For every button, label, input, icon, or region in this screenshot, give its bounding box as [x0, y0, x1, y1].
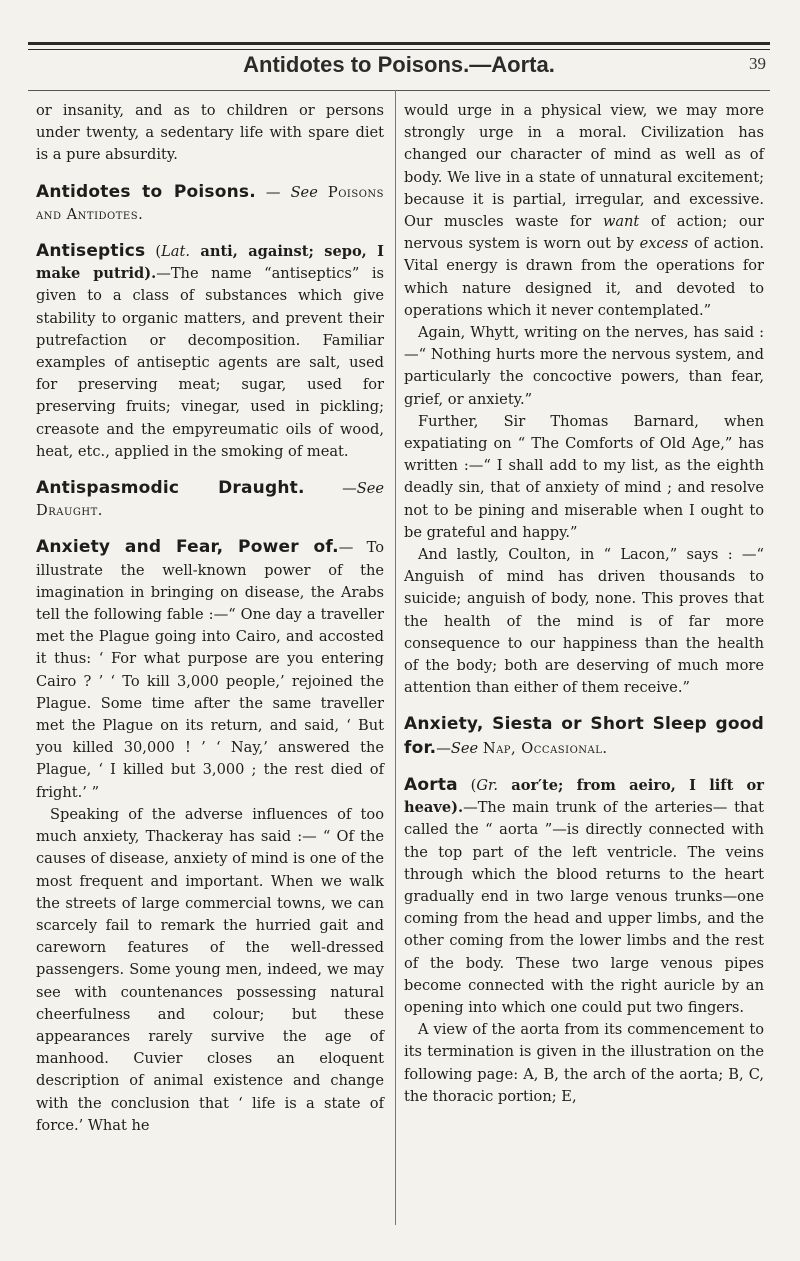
column-divider [395, 90, 396, 1225]
entry-antispasmodic: Antispasmodic Draught. —See Draught. [36, 478, 384, 520]
page-number: 39 [749, 54, 766, 73]
entry-body: —The name “antiseptics” is given to a class of substances which give stability to organic matters, and prevent their putrefaction or decomposition. Familiar examples of antiseptic agents are salt, used for preserving meat; sugar, used for preserving fruits; vinegar, used in pickling; creasote and the empyreumatic oils of wood, heat, etc., applied in the smoking of meat. [36, 265, 385, 460]
header-bottom-rule [28, 90, 770, 91]
etymology-language: Gr. [476, 776, 499, 794]
headword-antispasmodic: Antispasmodic Draught. [36, 478, 305, 499]
see-reference: See [450, 739, 479, 757]
etymology: aor′te; from aeiro, I lift or heave). [404, 776, 764, 817]
paragraph: Again, Whytt, writing on the nerves, has said :—“ Nothing hurts more the nervous system, and particularly the concoctive powers, than fear, grief, or anxiety.” [404, 324, 764, 408]
paragraph: or insanity, and as to children or persons under twenty, a sedentary life with spare diet is a pure absurdity. [36, 102, 384, 164]
paragraph: A view of the aorta from its commencement to its termination is given in the illustration on the following page: A, B, the arch of the aorta; B, C, the thoracic portion; E, [404, 1021, 764, 1105]
see-reference: See [356, 480, 384, 498]
paragraph: Further, Sir Thomas Barnard, when expatiating on “ The Comforts of Old Age,” has written :—“ I shall add to my list, as the eighth deadly sin, that of anxiety of mind ; and resolve not to be pining and miserable when I ought to be grateful and happy.” [404, 412, 764, 541]
entry-continuation [36, 100, 384, 167]
etymology: anti, against; sepo, I make putrid). [36, 243, 384, 283]
entry-body: — To illustrate the well-known power of the imagination in bringing on disease, the Arabs tell the following fable :—“ One day a traveller met the Plague going into Cairo, and accosted it thus: ‘ For what purpose are you entering Cairo ? ’ ‘ To kill 3,000 people,’ rejoined the Plague. Some time after the same traveller met the Plague on its return, and said, ‘ But you killed 30,000 ! ’ ‘ Nay,’ answered the Plague, ‘ I killed but 3,000 ; the rest died of fright.’ ” [36, 539, 384, 801]
left-column [36, 100, 384, 1137]
entry-body: —The main trunk of the arteries— that called the “ aorta ”—is directly connected with the top part of the left ventricle. The veins through which the blood returns to the heart gradually end in two large venous trunks—one coming from the head and upper limbs, and the other coming from the lower limbs and the rest of the body. These two large venous pipes become connected with the right auricle by an opening into which one could put two fingers. [404, 799, 764, 1016]
etymology-language: Lat. [161, 243, 190, 261]
cross-reference: Poisons and Antidotes [36, 183, 384, 223]
entry-siesta: Anxiety, Siesta or Short Sleep good for.—See Nap, Occasional. [404, 714, 764, 758]
entry-aorta: Aorta (Gr. aor′te; from aeiro, I lift or heave).—The main trunk of the arteries— that called the “ aorta ”—is directly connected with the top part of the left ventricle. The veins through which the blood returns to the heart gradually end in two large venous trunks—one coming from the head and upper limbs, and the other coming from the lower limbs and the rest of the body. These two large venous pipes become connected with the right auricle by an opening into which one could put two fingers. A view of the aorta from its commencement to its termination is given in the illustration on the following page: A, B, the arch of the aorta; B, C, the thoracic portion; E, [404, 774, 764, 1108]
page-header [28, 52, 770, 86]
cross-reference: Draught [36, 502, 98, 520]
entry-anxiety [36, 536, 384, 1136]
header-rule-thick [28, 42, 770, 45]
header-rule-thin [28, 49, 770, 50]
cross-reference: Nap, Occasional [482, 739, 603, 757]
right-column [404, 100, 764, 1108]
headword-anxiety: Anxiety and Fear, Power of. [36, 537, 339, 558]
paragraph: Speaking of the adverse influences of too much anxiety, Thackeray has said :— “ Of the causes of disease, anxiety of mind is one of the most frequent and important. When we walk the streets of large commercial towns, we can scarcely fail to remark the hurried gait and careworn features of the well-dressed passengers. Some young men, indeed, we may see with countenances possessing natural cheerfulness and colour; but these appearances rarely survive the age of manhood. Cuvier closes an eloquent description of animal existence and change with the conclusion that ‘ life is a state of force.’ What he [36, 805, 384, 1134]
running-head: Antidotes to Poisons.—Aorta. [243, 52, 555, 77]
entry-antiseptics: Antiseptics (Lat. anti, against; sepo, I make putrid).—The name “antiseptics” is given to a class of substances which give stability to organic matters, and prevent their putrefaction or decomposition. Familiar examples of antiseptic agents are salt, used for preserving meat; sugar, used for preserving fruits; vinegar, used in pickling; creasote and the empyreumatic oils of wood, heat, etc., applied in the smoking of meat. [36, 241, 385, 460]
entry-antidotes: Antidotes to Poisons. — See Poisons and Antidotes. [36, 181, 384, 223]
see-reference: See [290, 183, 318, 201]
headword-antidotes: Antidotes to Poisons. [36, 181, 256, 202]
paragraph: And lastly, Coulton, in “ Lacon,” says : —“ Anguish of mind has driven thousands to suicide; anguish of body, none. This proves that the health of the mind is of far more consequence to our happiness than the health of the body; both are deserving of much more attention than either of them receive.” [404, 546, 764, 697]
entry-anxiety-continued: would urge in a physical view, we may more strongly urge in a moral. Civilization has changed our character of mind as well as of body. We live in a state of unnatural excitement; because it is partial, irregular, and excessive. Our muscles waste for want of action; our nervous system is worn out by excess of action. Vital energy is drawn from the operations for which nature designed it, and devoted to operations which it never contemplated.” Again, Whytt, writing on the nerves, has said :—“ Nothing hurts more the nervous system, and particularly the concoctive powers, than fear, grief, or anxiety.” Further, Sir Thomas Barnard, when expatiating on “ The Comforts of Old Age,” has written :—“ I shall add to my list, as the eighth deadly sin, that of anxiety of mind ; and resolve not to be pining and miserable when I ought to be grateful and happy.” And lastly, Coulton, in “ Lacon,” says : —“ Anguish of mind has driven thousands to suicide; anguish of body, none. This proves that the health of the mind is of far more consequence to our happiness than the health of the body; both are deserving of much more attention than either of them receive.” [404, 100, 764, 699]
headword-antiseptics: Antiseptics [36, 241, 146, 262]
headword-siesta: Anxiety, Siesta or Short Sleep good for. [404, 714, 764, 758]
headword-aorta: Aorta [404, 774, 458, 795]
